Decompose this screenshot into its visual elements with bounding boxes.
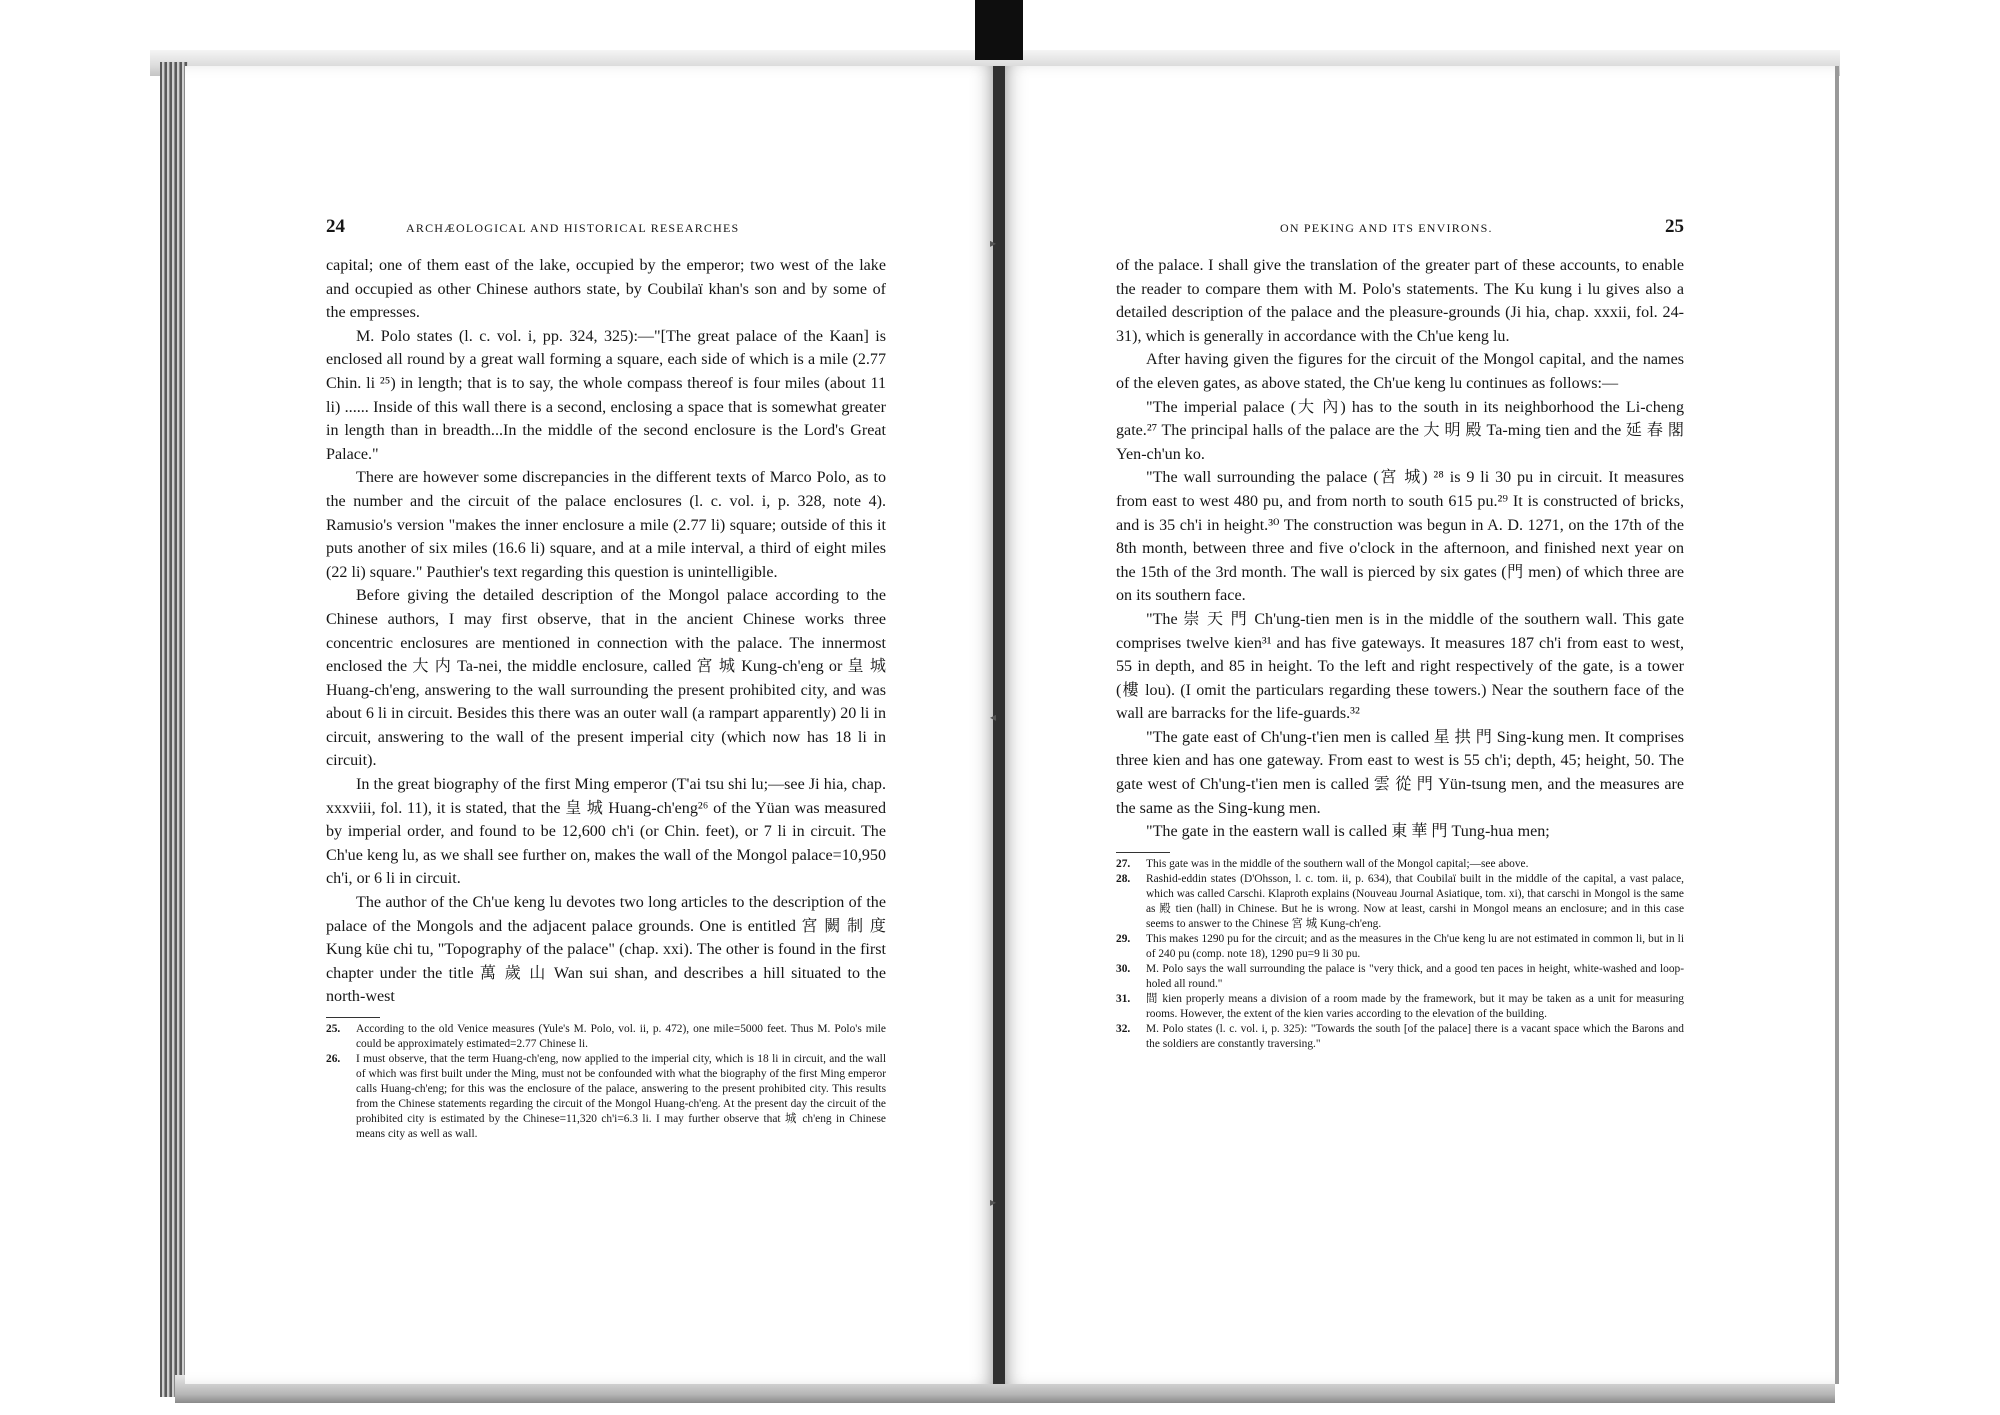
right-running-head (1116, 216, 1684, 246)
footnote (1116, 857, 1684, 872)
paragraph: After having given the figures for the circuit of the Mongol capital, and the names of the eleven gates, as above stated, the Ch'ue keng lu continues as follows:— (1116, 351, 1684, 392)
right-body-text (1116, 254, 1684, 844)
paragraph: "The gate in the eastern wall is called 東 華 門 Tung-hua men; (1146, 823, 1550, 841)
footnote (1116, 1022, 1684, 1052)
page-number-right: 25 (1665, 216, 1684, 237)
gutter-mark: ▸ (990, 236, 997, 250)
paragraph: "The 崇 天 門 Ch'ung-tien men is in the middle of the southern wall. This gate comprises twelve kien³¹ and has five gateways. It measures 187 ch'i from east to west, 55 in depth, and 85 in height. To the left and right respectively of the gate, is a tower (樓 lou). (I omit the particulars regarding these towers.) Near the southern face of the wall are barracks for the life-guards.³² (1116, 610, 1684, 723)
right-page (1116, 216, 1684, 1052)
book-gutter (993, 66, 1005, 1384)
binding-clip (975, 0, 1023, 60)
footnote-number: 31. (1116, 992, 1131, 1005)
running-title-right: ON PEKING AND ITS ENVIRONS. (1280, 221, 1493, 235)
paragraph: M. Polo states (l. c. vol. i, pp. 324, 325):—"[The great palace of the Kaan] is enclosed all round by a great wall forming a square, each side of which is a mile (2.77 Chin. li ²⁵) in length; that is to say, the whole compass thereof is four miles (about 11 li) ...... Inside of this wall there is a second, enclosing a space that is somewhat greater in length than in breadth...In the middle of the second enclosure is the Lord's Great Palace." (326, 327, 886, 463)
footnote-number: 27. (1116, 857, 1131, 870)
footnote (1116, 872, 1684, 932)
right-footnotes (1116, 857, 1684, 1052)
paragraph: "The wall surrounding the palace (宮 城) ²⁸ is 9 li 30 pu in circuit. It measures from east to west 480 pu, and from north to south 615 pu.²⁹ It is constructed of bricks, and is 35 ch'i in height.³⁰ The construction was begun in A. D. 1271, on the 17th of the 8th month, between three and five o'clock in the afternoon, and finished next year on the 15th of the 3rd month. The wall is pierced by six gates (門 men) of which three are on its southern face. (1116, 469, 1684, 605)
book-page-edges (160, 62, 188, 1397)
footnote-divider (1116, 852, 1170, 853)
footnote (326, 1052, 886, 1142)
running-title-left: ARCHÆOLOGICAL AND HISTORICAL RESEARCHES (406, 221, 740, 235)
footnote-text: 間 kien properly means a division of a room made by the framework, but it may be taken as a unit for measuring rooms. However, the extent of the kien varies according to the elevation of the building. (1146, 992, 1684, 1020)
footnote (326, 1022, 886, 1052)
footnote (1116, 962, 1684, 992)
footnote-number: 28. (1116, 872, 1131, 885)
paragraph: In the great biography of the first Ming emperor (T'ai tsu shi lu;—see Ji hia, chap. xxxviii, fol. 11), it is stated, that the 皇 城 Huang-ch'eng²⁶ of the Yüan was measured by imperial order, and found to be 12,600 ch'i (or Chin. feet), or 7 li in circuit. The Ch'ue keng lu, as we shall see further on, makes the wall of the Mongol palace=10,950 ch'i, or 6 li in circuit. (326, 776, 886, 888)
footnote-text: According to the old Venice measures (Yule's M. Polo, vol. ii, p. 472), one mile=5000 feet. Thus M. Polo's mile could be approximately estimated=2.77 Chinese li. (356, 1023, 886, 1050)
footnote (1116, 932, 1684, 962)
footnote-text: This makes 1290 pu for the circuit; and as the measures in the Ch'ue keng lu are not estimated in common li, but in li of 240 pu (comp. note 18), 1290 pu=9 li 30 pu. (1146, 932, 1684, 960)
footnote-text: M. Polo says the wall surrounding the palace is "very thick, and a good ten paces in height, white-washed and loop-holed all round." (1146, 962, 1684, 990)
paragraph: There are however some discrepancies in the different texts of Marco Polo, as to the number and the circuit of the palace enclosures (l. c. vol. i, p. 328, note 4). Ramusio's version "makes the inner enclosure a mile (2.77 li) square; outside of this it puts another of six miles (16.6 li) square, and at a mile interval, a third of eight miles (22 li) square." Pauthier's text regarding this question is unintelligible. (326, 469, 886, 581)
footnote-divider (326, 1017, 380, 1018)
gutter-mark: ▸ (990, 1195, 997, 1209)
footnote-number: 32. (1116, 1022, 1131, 1035)
footnote (1116, 992, 1684, 1022)
footnote-text: I must observe, that the term Huang-ch'eng, now applied to the imperial city, which is 18 li in circuit, and the wall of which was first built under the Ming, must not be confounded with what the biography of the first Ming emperor calls Huang-ch'eng; for this was the enclosure of the palace, answering to the present prohibited city. This results from the Chinese statements regarding the circuit of the Mongol Huang-ch'eng. At the present day the circuit of the prohibited city is estimated by the Chinese=11,320 ch'i=6.3 li. I may further observe that 城 ch'eng in Chinese means city as well as wall. (356, 1053, 886, 1140)
footnote-number: 30. (1116, 962, 1131, 975)
paragraph: of the palace. I shall give the translation of the greater part of these accounts, to enable the reader to compare them with M. Polo's statements. The Ku kung i lu gives also a detailed description of the palace and the pleasure-grounds (Ji hia, chap. xxxii, fol. 24-31), which is generally in accordance with the Ch'ue keng lu. (1116, 257, 1684, 345)
paragraph: The author of the Ch'ue keng lu devotes two long articles to the description of the palace of the Mongols and the adjacent palace grounds. One is entitled 宮 闕 制 度 Kung küe chi tu, "Topography of the palace" (chap. xxi). The other is found in the first chapter under the title 萬 歲 山 Wan sui shan, and describes a hill situated to the north-west (326, 894, 886, 1006)
gutter-mark: ◂ (990, 710, 997, 724)
page-number-left: 24 (326, 216, 345, 237)
footnote-text: Rashid-eddin states (D'Ohsson, l. c. tom. ii, p. 634), that Coubilaï built in the middle of the capital, a vast palace, which was called Carschi. Klaproth explains (Nouveau Journal Asiatique, tom. xi), that carschi in Mongol is the same as 殿 tien (hall) in Chinese. But he is wrong. Now at least, carshi in Mongol means an enclosure; and in this case seems to answer to the Chinese 宮 城 Kung-ch'eng. (1146, 872, 1684, 930)
left-body-text (326, 254, 886, 1009)
left-footnotes (326, 1022, 886, 1142)
left-running-head (326, 216, 886, 246)
footnote-number: 29. (1116, 932, 1131, 945)
footnote-text: M. Polo states (l. c. vol. i, p. 325): "Towards the south [of the palace] there is a vacant space which the Barons and the soldiers are constantly traversing." (1146, 1022, 1684, 1050)
paragraph: "The imperial palace (大 內) has to the south in its neighborhood the Li-cheng gate.²⁷ The principal halls of the palace are the 大 明 殿 Ta-ming tien and the 延 春 閣 Yen-ch'un ko. (1116, 398, 1684, 463)
paragraph: Before giving the detailed description of the Mongol palace according to the Chinese authors, I may first observe, that in the ancient Chinese works three concentric enclosures are mentioned in connection with the palace. The innermost enclosed the 大 内 Ta-nei, the middle enclosure, called 宮 城 Kung-ch'eng or 皇 城 Huang-ch'eng, answering to the wall surrounding the present prohibited city, and was about 6 li in circuit. Besides this there was an outer wall (a rampart apparently) 20 li in circuit, answering to the wall of the present imperial city (which now has 18 li in circuit). (326, 587, 886, 770)
paragraph: capital; one of them east of the lake, occupied by the emperor; two west of the lake and occupied as other Chinese authors state, by Coubilaï khan's son and by some of the empresses. (326, 257, 886, 322)
left-page (326, 216, 886, 1142)
footnote-number: 26. (326, 1053, 341, 1065)
footnote-number: 25. (326, 1023, 341, 1035)
paragraph: "The gate east of Ch'ung-t'ien men is called 星 拱 門 Sing-kung men. It comprises three kien and has one gateway. From east to west is 55 ch'i; depth, 45; height, 50. The gate west of Ch'ung-t'ien men is called 雲 從 門 Yün-tsung men, and the measures are the same as the Sing-kung men. (1116, 728, 1684, 817)
footnote-text: This gate was in the middle of the southern wall of the Mongol capital;—see above. (1146, 857, 1529, 870)
